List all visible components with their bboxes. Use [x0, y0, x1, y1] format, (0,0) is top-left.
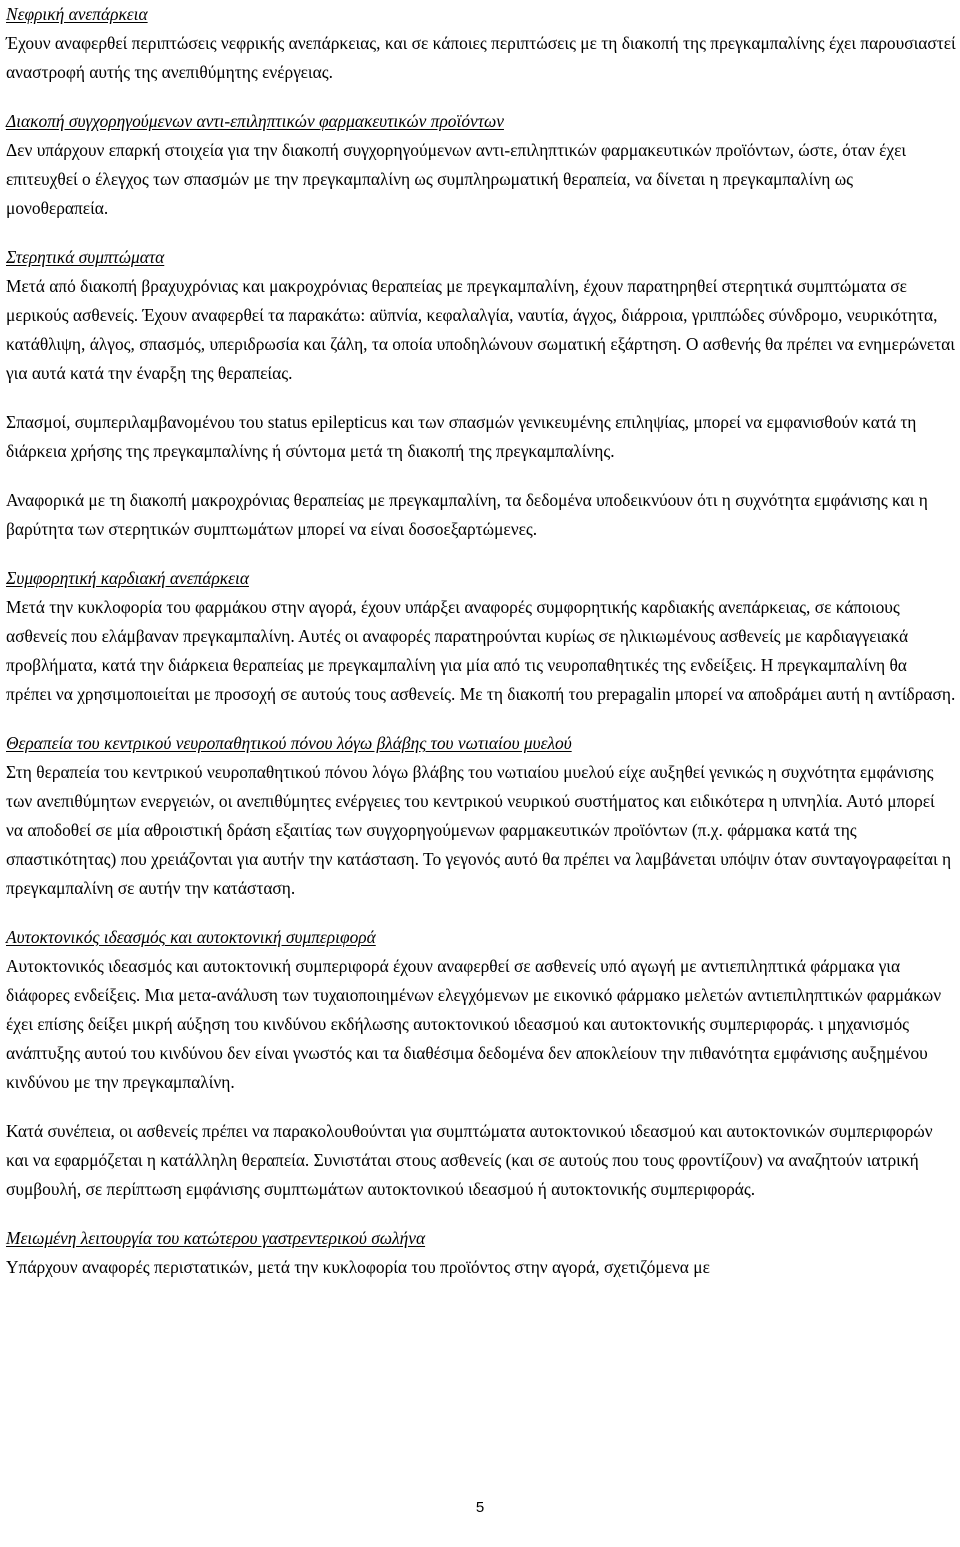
- paragraph: Υπάρχουν αναφορές περιστατικών, μετά την κυκλοφορία του προϊόντος στην αγορά, σχετιζόμενα με: [6, 1257, 710, 1277]
- paragraph: Κατά συνέπεια, οι ασθενείς πρέπει να παρακολουθούνται για συμπτώματα αυτοκτονικού ιδεασμού και αυτοκτονικών συμπεριφορών και να εφαρμόζεται η κατάλληλη θεραπεία. Συνιστάται στους ασθενείς (και σε αυτούς που τους φροντίζουν) να αναζητούν ιατρική συμβουλή, σε περίπτωση εμφάνισης συμπτωμάτων αυτοκτονικού ιδεασμού ή αυτοκτονικής συμπεριφοράς.: [6, 1121, 933, 1199]
- section-heading: Διακοπή συγχορηγούμενων αντι-επιληπτικών φαρμακευτικών προϊόντων: [6, 111, 504, 131]
- section-withdrawal-symptoms: [6, 243, 956, 544]
- section-heading: Νεφρική ανεπάρκεια: [6, 4, 148, 24]
- paragraph: Έχουν αναφερθεί περιπτώσεις νεφρικής ανεπάρκειας, και σε κάποιες περιπτώσεις με τη διακοπή της πρεγκαμπαλίνης έχει παρουσιαστεί αναστροφή αυτής της ανεπιθύμητης ενέργειας.: [6, 33, 956, 82]
- section-renal-failure: [6, 0, 956, 87]
- paragraph: Σπασμοί, συμπεριλαμβανομένου του status epilepticus και των σπασμών γενικευμένης επιληψίας, μπορεί να εμφανισθούν κατά τη διάρκεια χρήσης της πρεγκαμπαλίνης ή σύντομα μετά τη διακοπή της πρεγκαμπαλίνης.: [6, 412, 917, 461]
- section-suicidal-ideation: [6, 923, 956, 1204]
- paragraph: Αναφορικά με τη διακοπή μακροχρόνιας θεραπείας με πρεγκαμπαλίνη, τα δεδομένα υποδεικνύουν ότι η συχνότητα εμφάνισης και η βαρύτητα των στερητικών συμπτωμάτων μπορεί να είναι δοσοεξαρτώμενες.: [6, 490, 928, 539]
- paragraph: Μετά την κυκλοφορία του φαρμάκου στην αγορά, έχουν υπάρξει αναφορές συμφορητικής καρδιακής ανεπάρκειας, σε κάποιους ασθενείς που ελάμβαναν πρεγκαμπαλίνη. Αυτές οι αναφορές παρατηρούνται κυρίως σε ηλικιωμένους ασθενείς με καρδιαγγειακά προβλήματα, κατά την διάρκεια θεραπείας με πρεγκαμπαλίνη για μία από τις νευροπαθητικές της ενδείξεις. Η πρεγκαμπαλίνη θα πρέπει να χρησιμοποιείται με προσοχή σε αυτούς τους ασθενείς. Με τη διακοπή του prepagalin μπορεί να αποδράμει αυτή η αντίδραση.: [6, 597, 956, 704]
- paragraph: Αυτοκτονικός ιδεασμός και αυτοκτονική συμπεριφορά έχουν αναφερθεί σε ασθενείς υπό αγωγή με αντιεπιληπτικά φάρμακα για διάφορες ενδείξεις. Μια μετα-ανάλυση των τυχαιοποιημένων ελεγχόμενων με εικονικό φάρμακο μελετών αντιεπιληπτικών φαρμάκων έχει επίσης δείξει μικρή αύξηση του κινδύνου εκδήλωσης αυτοκτονικού ιδεασμού και αυτοκτονικής συμπεριφοράς. ι μηχανισμός ανάπτυξης αυτού του κινδύνου δεν είναι γνωστός και τα διαθέσιμα δεδομένα δεν αποκλείουν την πιθανότητα εμφάνισης αυξημένου κινδύνου με την πρεγκαμπαλίνη.: [6, 956, 942, 1092]
- section-lower-gi-function: [6, 1224, 956, 1282]
- section-heading: Θεραπεία του κεντρικού νευροπαθητικού πόνου λόγω βλάβης του νωτιαίου μυελού: [6, 733, 572, 753]
- section-discontinuation-antiepileptics: [6, 107, 956, 223]
- document-body: [6, 0, 956, 1282]
- page-number: 5: [475, 1499, 485, 1516]
- section-central-neuropathic-pain: [6, 729, 956, 903]
- section-heading: Συμφορητική καρδιακή ανεπάρκεια: [6, 568, 249, 588]
- section-congestive-heart-failure: [6, 564, 956, 709]
- paragraph: Δεν υπάρχουν επαρκή στοιχεία για την διακοπή συγχορηγούμενων αντι-επιληπτικών φαρμακευτικών προϊόντων, ώστε, όταν έχει επιτευχθεί ο έλεγχος των σπασμών με την πρεγκαμπαλίνη ως συμπληρωματική θεραπεία, να δίνεται η πρεγκαμπαλίνη ως μονοθεραπεία.: [6, 140, 907, 218]
- section-heading: Μειωμένη λειτουργία του κατώτερου γαστρεντερικού σωλήνα: [6, 1228, 426, 1248]
- section-heading: Στερητικά συμπτώματα: [6, 247, 165, 267]
- paragraph: Στη θεραπεία του κεντρικού νευροπαθητικού πόνου λόγω βλάβης του νωτιαίου μυελού είχε αυξηθεί γενικώς η συχνότητα εμφάνισης των ανεπιθύμητων ενεργειών, οι ανεπιθύμητες ενέργειες του κεντρικού νευρικού συστήματος και ειδικότερα η υπνηλία. Αυτό μπορεί να αποδοθεί σε μία αθροιστική δράση εξαιτίας των συγχορηγούμενων φαρμακευτικών προϊόντων (π.χ. φάρμακα κατά της σπαστικότητας) που χρειάζονται για αυτήν την κατάσταση. Το γεγονός αυτό θα πρέπει να λαμβάνεται υπόψιν όταν συνταγογραφείται η πρεγκαμπαλίνη σε αυτήν την κατάσταση.: [6, 762, 952, 898]
- paragraph: Μετά από διακοπή βραχυχρόνιας και μακροχρόνιας θεραπείας με πρεγκαμπαλίνη, έχουν παρατηρηθεί στερητικά συμπτώματα σε μερικούς ασθενείς. Έχουν αναφερθεί τα παρακάτω: αϋπνία, κεφαλαλγία, ναυτία, άγχος, διάρροια, γριππώδες σύνδρομο, νευρικότητα, κατάθλιψη, άλγος, σπασμός, υπεριδρωσία και ζάλη, τα οποία υποδηλώνουν σωματική εξάρτηση. Ο ασθενής θα πρέπει να ενημερώνεται για αυτά κατά την έναρξη της θεραπείας.: [6, 276, 955, 383]
- section-heading: Αυτοκτονικός ιδεασμός και αυτοκτονική συμπεριφορά: [6, 927, 376, 947]
